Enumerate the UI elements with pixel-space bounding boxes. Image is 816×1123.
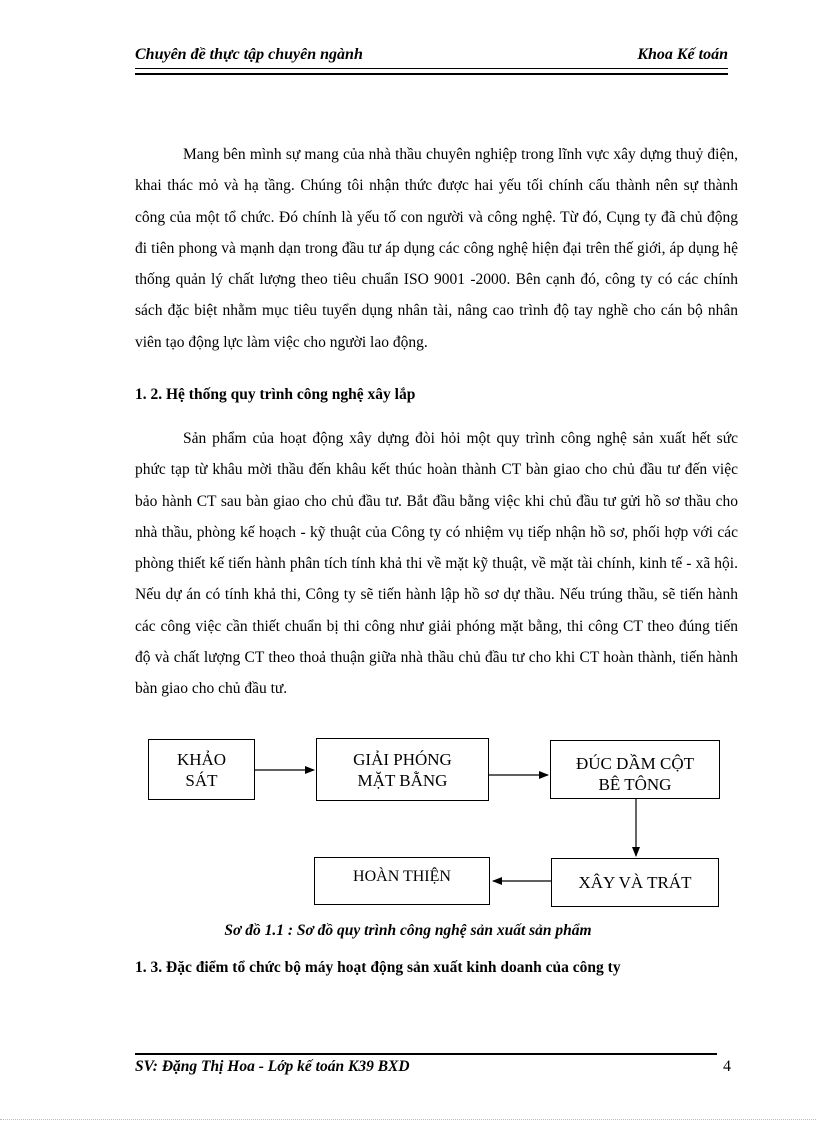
section-heading-1-2: 1. 2. Hệ thống quy trình công nghệ xây lắp [135, 386, 416, 403]
page-number: 4 [723, 1058, 731, 1075]
page-edge-line [0, 1119, 816, 1120]
step-giai-phong-line1: GIẢI PHÓNG [353, 749, 452, 769]
step-xay-trat-label: XÂY VÀ TRÁT [578, 873, 692, 892]
footer-author: SV: Đặng Thị Hoa - Lớp kế toán K39 BXD [135, 1058, 410, 1075]
paragraph-intro-text: Mang bên mình sự mang của nhà thầu chuyên nghiệp trong lĩnh vực xây dựng thuỷ điện, khai thác mỏ và hạ tầng. Chúng tôi nhận thức được hai yếu tối chính cấu thành nên sự thành công của một tổ chức. Đó chính là yếu tố con người và công nghệ. Từ đó, Cụng ty đã chủ động đi tiên phong và mạnh dạn trong đầu tư áp dụng các công nghệ hiện đại trên thế giới, áp dụng hệ thống quản lý chất lượng theo tiêu chuẩn ISO 9001 -2000. Bên cạnh đó, công ty có các chính sách đặc biệt nhằm mục tiêu tuyển dụng nhân tài, nâng cao trình độ tay nghề cho cán bộ nhân viên tạo động lực làm việc cho người lao động. [135, 146, 738, 351]
step-duc-dam-line2: BÊ TÔNG [598, 774, 672, 794]
diagram-caption: Sơ đồ 1.1 : Sơ đồ quy trình công nghệ sản xuất sản phẩm [224, 922, 592, 939]
step-khao-sat-line2: SÁT [185, 770, 218, 790]
header-title: Chuyên đề thực tập chuyên ngành [135, 46, 363, 63]
step-giai-phong-line2: MẶT BẰNG [357, 770, 448, 790]
footer-rule [135, 1053, 717, 1055]
step-khao-sat-line1: KHẢO [176, 749, 227, 769]
paragraph-process-text: Sản phẩm của hoạt động xây dựng đòi hỏi một quy trình công nghệ sản xuất hết sức phức tạp từ khâu mời thầu đến khâu kết thúc hoàn thành CT bàn giao cho chủ đầu tư đến việc bảo hành CT sau bàn giao cho chủ đầu tư. Bắt đầu bằng việc khi chủ đầu tư gửi hồ sơ thầu cho nhà thầu, phòng kế hoạch - kỹ thuật của Công ty có nhiệm vụ tiếp nhận hồ sơ, phối hợp với các phòng thiết kế tiến hành phân tích tính khả thi về mặt kỹ thuật, về mặt tài chính, kinh tế - xã hội. Nếu dự án có tính khả thi, Công ty sẽ tiến hành lập hồ sơ dự thầu. Nếu trúng thầu, sẽ tiến hành các công việc cần thiết chuẩn bị thi công như giải phóng mặt bằng, thi công CT theo đúng tiến độ và chất lượng CT theo thoả thuận giữa nhà thầu chủ đầu tư cho khi CT hoàn thành, tiến hành bàn giao cho chủ đầu tư. [135, 430, 738, 698]
step-duc-dam-line1: ĐÚC DẦM CỘT [575, 753, 695, 773]
section-heading-1-3: 1. 3. Đặc điểm tổ chức bộ máy hoạt động sản xuất kinh doanh của công ty [135, 959, 621, 976]
step-hoan-thien-label: HOÀN THIỆN [353, 868, 451, 885]
header-department: Khoa Kế toán [637, 46, 728, 63]
